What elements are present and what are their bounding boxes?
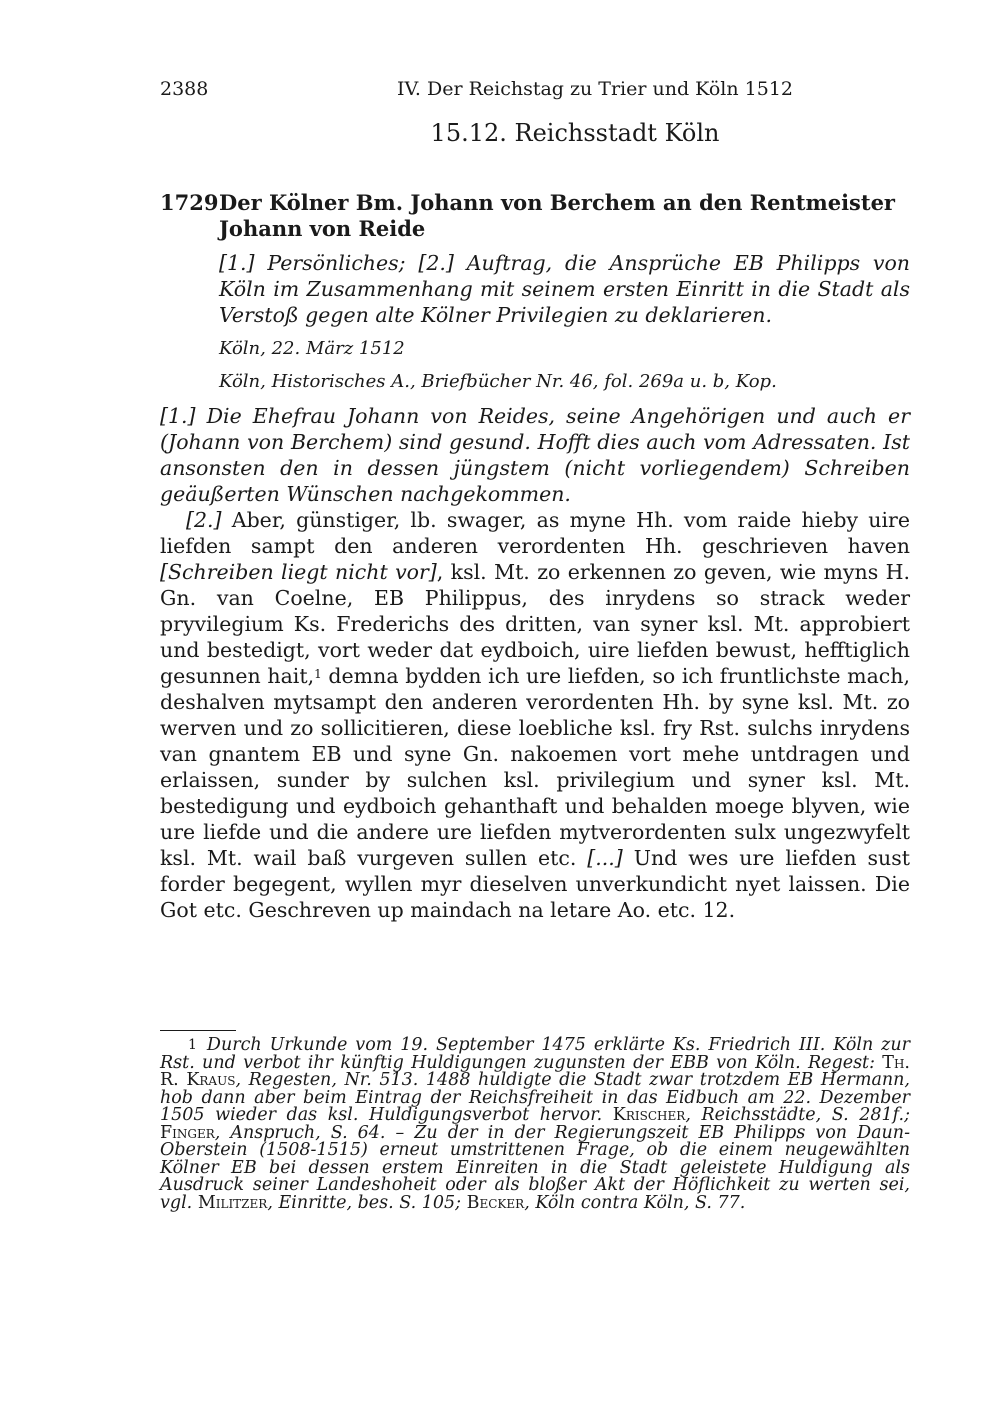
footnote-author: Militzer — [197, 1192, 268, 1213]
paragraph-2-text-c: demna bydden ich ure liefden, so ich fruntlichste mach, deshalven mytsampt den anderen verordenten Hh. by syne ksl. Mt. zo werven und zo sollicitieren, diese loebliche ksl. fry Rst. sulchs inrydens van gnantem EB und syne Gn. nakoemen vort mehe untdragen und erlaissen, sunder by sulchen ksl. privilegium und syner ksl. Mt. bestedigung und eydboich gehanthaft und behalden moege blyven, wie ure liefde und die andere ure liefden mytverordenten sulx ungezwyfelt ksl. Mt. wail baß vurgeven sullen etc. — [160, 664, 910, 870]
document-date: Köln, 22. März 1512 — [219, 338, 405, 359]
footnote-mark: 1 — [188, 1037, 197, 1053]
footnote-text: , Anspruch, S. 64. – Zu der in der Regierungszeit EB Philipps von Daun-Oberstein (1508-1515) erneut umstrittenen Frage, ob die einem neugewählten Kölner EB bei dessen erstem Einreiten in die Stadt geleistete Huldigung als Ausdruck seiner Landeshoheit oder als bloßer Akt der Höflichkeit zu werten sei, vgl. — [160, 1122, 910, 1213]
document-body — [160, 403, 910, 923]
footnote-divider — [160, 1030, 236, 1031]
footnote-1 — [160, 1037, 910, 1212]
footnote-author: Becker — [466, 1192, 525, 1213]
footnote-text: , Regesten, Nr. 513. 1488 huldigte die Stadt zwar trotzdem EB Hermann, hob dann aber beim Eintrag der Reichsfreiheit in das Eidbuch am 22. Dezember 1505 wieder das ksl. Huldigungsverbot hervor. — [160, 1070, 910, 1125]
running-title: IV. Der Reichstag zu Trier und Köln 1512 — [397, 78, 793, 100]
page-number: 2388 — [160, 78, 209, 100]
footnote-text: , Einritte, bes. S. 105; — [267, 1192, 467, 1213]
document-page — [160, 0, 910, 1418]
footnote-text: , Reichsstädte, S. 281f.; — [685, 1105, 910, 1125]
paragraph-1: [1.] Die Ehefrau Johann von Reides, seine Angehörigen und auch er (Johann von Berchem) sind gesund. Hofft dies auch vom Adressaten. Ist ansonsten den in dessen jüngstem (nicht vorliegendem) Schreiben geäußerten Wünschen nachgekommen. — [160, 404, 910, 506]
paragraph-2 — [160, 507, 910, 923]
footnote-reference[interactable]: 1 — [314, 667, 322, 681]
document-summary: [1.] Persönliches; [2.] Auftrag, die Ansprüche EB Philipps von Köln im Zusammenhang mit seinem ersten Einritt in die Stadt als Verstoß gegen alte Kölner Privilegien zu deklarieren. — [219, 251, 910, 327]
paragraph-2-marker: [2.] — [186, 508, 222, 532]
document-source: Köln, Historisches A., Briefbücher Nr. 46, fol. 269a u. b, Kop. — [219, 371, 777, 392]
footnote-author: Th. R. Kraus — [160, 1052, 910, 1090]
running-head — [160, 78, 910, 108]
paragraph-2-text-b: , ksl. Mt. zo erkennen zo geven, wie myns H. Gn. van Coelne, EB Philippus, des inrydens so strack weder pryvilegium Ks. Frederichs des dritten, van syner ksl. Mt. approbiert und bestedigt, vort weder dat eydboich, uire liefden bewust, hefftiglich gesunnen hait, — [160, 560, 910, 688]
paragraph-2-text-a: Aber, günstiger, lb. swager, as myne Hh. vom raide hieby uire liefden sampt den anderen verordenten Hh. geschrieven haven — [160, 508, 910, 558]
section-title: 15.12. Reichsstadt Köln — [430, 119, 720, 147]
editorial-note: [Schreiben liegt nicht vor] — [160, 560, 437, 584]
footnote-author: Krischer — [612, 1105, 686, 1125]
paragraph-2-text-d: Und wes ure liefden sust forder begegent, wyllen myr dieselven unverkundicht nyet laissen. Die Got etc. Geschreven up maindach na letare Ao. etc. 12. — [160, 846, 910, 922]
document-header — [160, 190, 910, 395]
footnote-text: Durch Urkunde vom 19. September 1475 erklärte Ks. Friedrich III. Köln zur Rst. und verbot ihr künftig Huldigungen zugunsten der EBB von Köln. Regest: — [160, 1035, 910, 1073]
footnote-author: Finger — [160, 1122, 215, 1143]
document-number: 1729 — [160, 190, 219, 215]
document-title: Der Kölner Bm. Johann von Berchem an den Rentmeister Johann von Reide — [219, 190, 895, 241]
footnote-text: , Köln contra Köln, S. 77. — [524, 1192, 746, 1213]
editorial-omission: [...] — [587, 846, 623, 870]
